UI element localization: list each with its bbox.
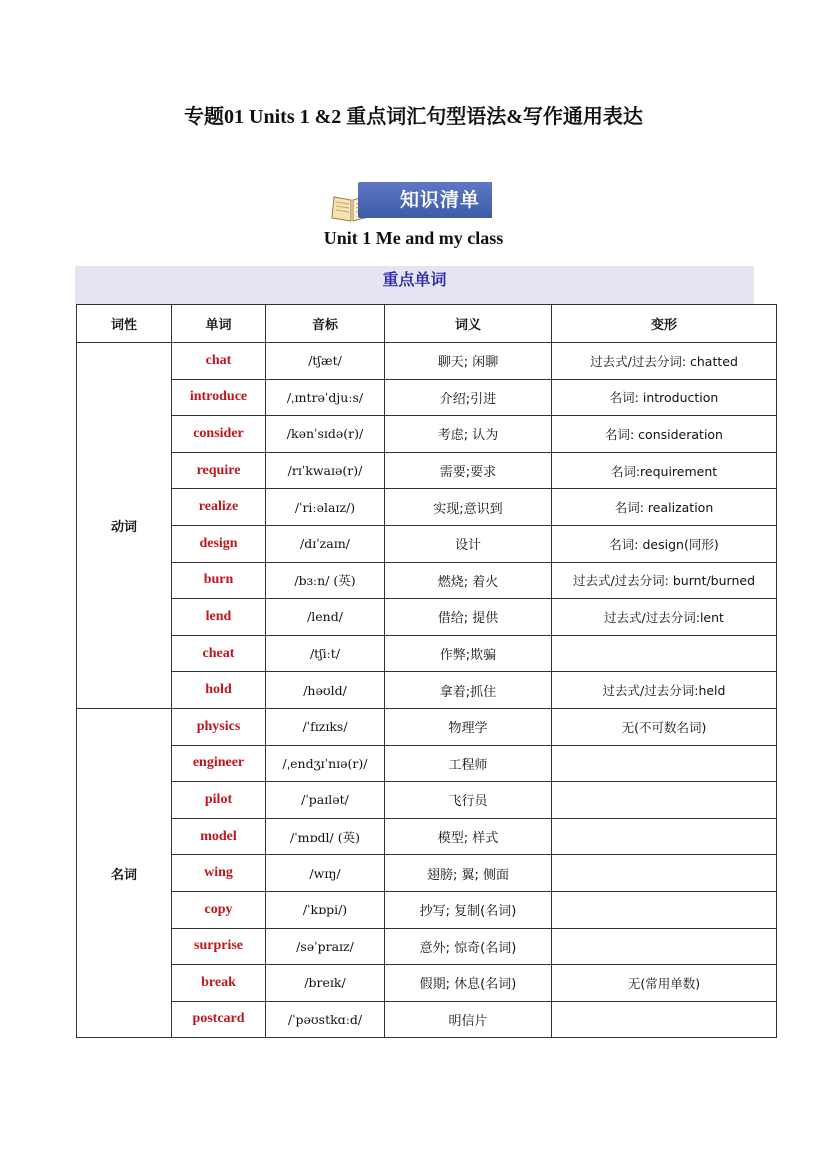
phonetic-cell: /tʃæt/ [266,343,385,380]
forms-cell: 过去式/过去分词: burnt/burned [552,562,777,599]
word-cell: wing [172,855,266,892]
unit-title: Unit 1 Me and my class [323,228,504,248]
table-row [77,818,777,855]
forms-cell: 无(常用单数) [552,965,777,1002]
meaning-cell: 借给; 提供 [385,599,552,636]
word-cell: realize [172,489,266,526]
forms-cell [552,745,777,782]
table-row [77,708,777,745]
phonetic-cell: /ˈriːəlaɪz/) [266,489,385,526]
forms-cell: 过去式/过去分词: chatted [552,343,777,380]
document-title: 专题01 Units 1 &2 重点词汇句型语法&写作通用表达 [184,106,643,128]
table-row [77,343,777,380]
vocabulary-table [76,304,777,1038]
phonetic-cell: /ˈmɒdl/ (英) [266,818,385,855]
phonetic-cell: /ˌendʒɪˈnɪə(r)/ [266,745,385,782]
word-cell: consider [172,416,266,453]
forms-cell [552,818,777,855]
header-word: 单词 [172,305,266,343]
meaning-cell: 介绍;引进 [385,379,552,416]
word-cell: cheat [172,635,266,672]
word-cell: model [172,818,266,855]
table-row [77,891,777,928]
phonetic-cell: /ˈpəʊstkɑːd/ [266,1001,385,1038]
meaning-cell: 燃烧; 着火 [385,562,552,599]
word-cell: surprise [172,928,266,965]
forms-cell: 名词: consideration [552,416,777,453]
phonetic-cell: /tʃiːt/ [266,635,385,672]
phonetic-cell: /həʊld/ [266,672,385,709]
pos-cell: 动词 [77,343,172,709]
forms-cell: 过去式/过去分词:lent [552,599,777,636]
table-row [77,599,777,636]
forms-cell: 无(不可数名词) [552,708,777,745]
phonetic-cell: /ˈpaɪlət/ [266,782,385,819]
meaning-cell: 模型; 样式 [385,818,552,855]
meaning-cell: 需要;要求 [385,452,552,489]
forms-cell [552,855,777,892]
table-row [77,452,777,489]
forms-cell: 过去式/过去分词:held [552,672,777,709]
word-cell: require [172,452,266,489]
forms-cell [552,928,777,965]
table-row [77,745,777,782]
phonetic-cell: /ˈfɪzɪks/ [266,708,385,745]
header-meaning: 词义 [385,305,552,343]
forms-cell: 名词:requirement [552,452,777,489]
word-cell: lend [172,599,266,636]
banner-tab [358,182,492,218]
forms-cell [552,891,777,928]
forms-cell [552,635,777,672]
meaning-cell: 设计 [385,525,552,562]
word-cell: hold [172,672,266,709]
knowledge-list-banner [330,178,494,226]
phonetic-cell: /ˌɪntrəˈdjuːs/ [266,379,385,416]
table-row [77,562,777,599]
pos-cell: 名词 [77,708,172,1037]
meaning-cell: 假期; 休息(名词) [385,965,552,1002]
forms-cell: 名词: design(同形) [552,525,777,562]
table-row [77,635,777,672]
meaning-cell: 作弊;欺骗 [385,635,552,672]
table-row [77,489,777,526]
table-row [77,525,777,562]
table-header-row [77,305,777,343]
banner-label: 知识清单 [399,189,480,211]
phonetic-cell: /dɪˈzaɪn/ [266,525,385,562]
forms-cell [552,1001,777,1038]
table-row [77,782,777,819]
phonetic-cell: /kənˈsɪdə(r)/ [266,416,385,453]
phonetic-cell: /rɪˈkwaɪə(r)/ [266,452,385,489]
forms-cell: 名词: realization [552,489,777,526]
word-cell: burn [172,562,266,599]
phonetic-cell: /bɜːn/ (英) [266,562,385,599]
meaning-cell: 物理学 [385,708,552,745]
meaning-cell: 聊天; 闲聊 [385,343,552,380]
meaning-cell: 拿着;抓住 [385,672,552,709]
word-cell: break [172,965,266,1002]
meaning-cell: 实现;意识到 [385,489,552,526]
phonetic-cell: /səˈpraɪz/ [266,928,385,965]
forms-cell [552,782,777,819]
meaning-cell: 工程师 [385,745,552,782]
phonetic-cell: /breɪk/ [266,965,385,1002]
table-row [77,855,777,892]
header-forms: 变形 [552,305,777,343]
table-row [77,379,777,416]
word-cell: postcard [172,1001,266,1038]
meaning-cell: 考虑; 认为 [385,416,552,453]
meaning-cell: 翅膀; 翼; 侧面 [385,855,552,892]
word-cell: physics [172,708,266,745]
phonetic-cell: /wɪŋ/ [266,855,385,892]
word-cell: introduce [172,379,266,416]
meaning-cell: 明信片 [385,1001,552,1038]
table-row [77,672,777,709]
meaning-cell: 意外; 惊奇(名词) [385,928,552,965]
section-header: 重点单词 [75,266,754,304]
table-row [77,965,777,1002]
meaning-cell: 飞行员 [385,782,552,819]
word-cell: copy [172,891,266,928]
phonetic-cell: /ˈkɒpi/) [266,891,385,928]
forms-cell: 名词: introduction [552,379,777,416]
word-cell: design [172,525,266,562]
header-pos: 词性 [77,305,172,343]
phonetic-cell: /lend/ [266,599,385,636]
header-phonetic: 音标 [266,305,385,343]
table-row [77,416,777,453]
meaning-cell: 抄写; 复制(名词) [385,891,552,928]
table-row [77,1001,777,1038]
word-cell: chat [172,343,266,380]
word-cell: pilot [172,782,266,819]
word-cell: engineer [172,745,266,782]
table-row [77,928,777,965]
